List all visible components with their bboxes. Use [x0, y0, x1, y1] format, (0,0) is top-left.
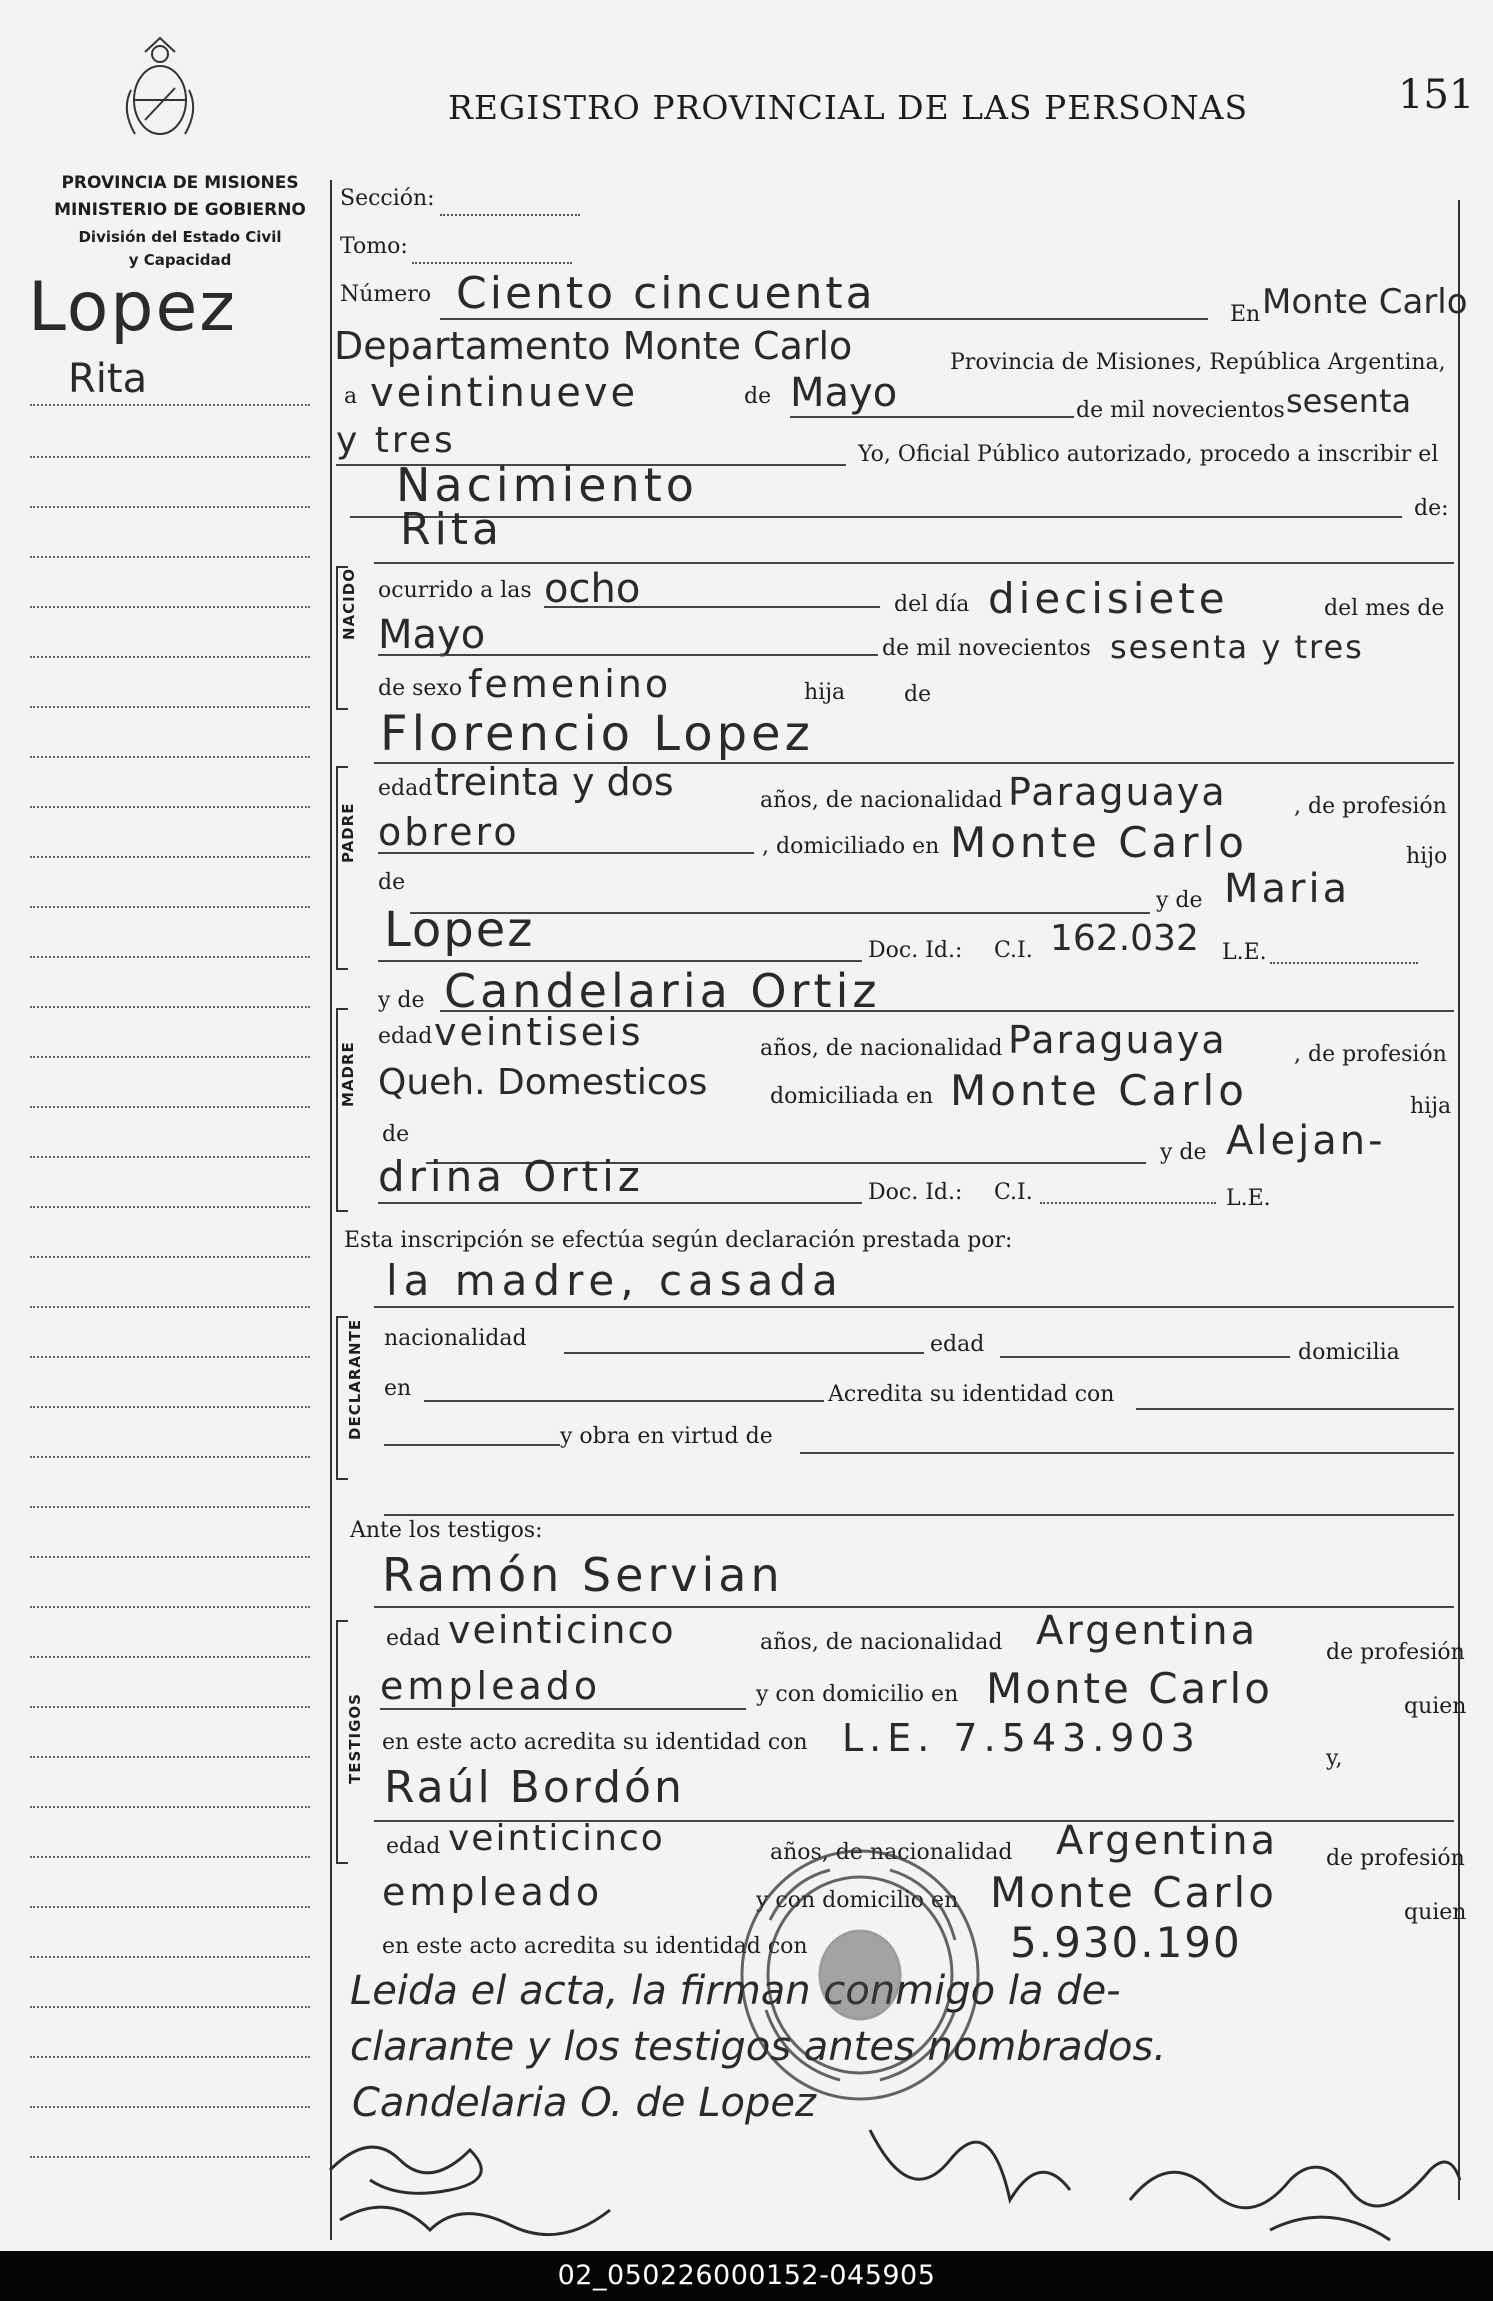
de-colon: de:	[1414, 496, 1449, 521]
declarante-extra-line	[384, 1514, 1454, 1516]
madre-side-label: MADRE	[339, 1041, 357, 1107]
madre-y-de-label: y de	[378, 988, 425, 1013]
page-number: 151	[1398, 72, 1475, 118]
nacido-month-value: Mayo	[378, 612, 486, 658]
seccion-label: Sección:	[340, 186, 435, 211]
margin-ruled-line	[30, 856, 310, 858]
closing-line-1: Leida el acta, la firman conmigo la de-	[350, 1968, 1121, 2014]
numero-line	[440, 318, 1208, 320]
margin-ruled-line	[30, 1306, 310, 1308]
margin-ruled-line	[30, 1006, 310, 1008]
ante-label: Ante los testigos:	[350, 1518, 543, 1543]
page-title: REGISTRO PROVINCIAL DE LAS PERSONAS	[448, 88, 1249, 127]
padre-edad-label: edad	[378, 776, 433, 801]
acto-value: Nacimiento	[396, 458, 698, 512]
declarante-nac-line	[564, 1352, 924, 1354]
padre-side-label: PADRE	[339, 802, 357, 863]
madre-dom-label: domiciliada en	[770, 1084, 934, 1109]
sexo-label: de sexo	[378, 676, 463, 701]
declarante-edad-label: edad	[930, 1332, 985, 1357]
padre-prof-label: , de profesión	[1294, 794, 1447, 819]
nacido-mil-label: de mil novecientos	[882, 636, 1091, 661]
madre-de-label: de	[382, 1122, 410, 1147]
margin-ruled-line	[30, 2056, 310, 2058]
witness1-nac-label: años, de nacionalidad	[760, 1630, 1003, 1655]
nacido-day-value: diecisiete	[988, 574, 1229, 623]
margin-divider	[330, 180, 332, 2240]
margin-given-name: Rita	[68, 356, 148, 402]
hour-value: ocho	[544, 566, 641, 612]
seccion-line	[440, 214, 580, 216]
witness2-prof-label: de profesión	[1326, 1846, 1465, 1871]
padre-de-label: de	[378, 870, 406, 895]
madre-nac-value: Paraguaya	[1008, 1018, 1227, 1062]
year-value-2: y tres	[336, 420, 456, 461]
margin-ruled-line	[30, 1356, 310, 1358]
padre-mother-value-1: Maria	[1224, 866, 1351, 912]
margin-ruled-line	[30, 1706, 310, 1708]
witness1-prof-line	[380, 1708, 746, 1710]
witness1-dom-value: Monte Carlo	[986, 1664, 1273, 1713]
witness2-acredita-label: en este acto acredita su identidad con	[382, 1934, 808, 1959]
madre-edad-value: veintiseis	[434, 1010, 644, 1054]
padre-doc-label: Doc. Id.:	[868, 938, 963, 963]
declaracion-line	[374, 1306, 1454, 1308]
declaracion-value: la madre, casada	[386, 1256, 844, 1305]
declarante-edad-line	[1000, 1356, 1290, 1358]
margin-ruled-line	[30, 1206, 310, 1208]
provincia-text: Provincia de Misiones, República Argentina,	[950, 350, 1446, 375]
nacido-name-line	[374, 562, 1454, 564]
tomo-line	[412, 262, 572, 264]
nacido-month-line	[378, 654, 878, 656]
witness1-edad-value: veinticinco	[448, 1608, 676, 1652]
witness2-doc-value: 5.930.190	[1010, 1918, 1242, 1967]
tomo-label: Tomo:	[340, 234, 408, 259]
madre-dom-value: Monte Carlo	[950, 1066, 1248, 1115]
hija-label: hija	[804, 680, 846, 705]
nacido-name-value: Rita	[400, 504, 504, 555]
closing-line-2: clarante y los testigos antes nombrados.	[350, 2024, 1167, 2070]
margin-ruled-line	[30, 1456, 310, 1458]
hour-line	[544, 606, 880, 608]
padre-le-label: L.E.	[1222, 940, 1267, 965]
margin-ruled-line	[30, 906, 310, 908]
padre-hijo-label: hijo	[1406, 844, 1448, 869]
madre-mother-line	[378, 1202, 862, 1204]
padre-y-de-label: y de	[1156, 888, 1203, 913]
witness2-quien-label: quien	[1404, 1900, 1467, 1925]
nacido-de-label: de	[904, 682, 932, 707]
margin-ruled-line	[30, 2156, 310, 2158]
image-id-footer: 02_050226000152-045905	[0, 2251, 1493, 2301]
madre-prof-label: , de profesión	[1294, 1042, 1447, 1067]
madre-y-de2-label: y de	[1160, 1140, 1207, 1165]
madre-mother-value-2: drina Ortiz	[378, 1152, 644, 1201]
official-seal-stamp	[730, 1840, 990, 2110]
dia-label: del día	[894, 592, 970, 617]
margin-ruled-line	[30, 606, 310, 608]
margin-ruled-line	[30, 1506, 310, 1508]
declarante-blank-line	[384, 1444, 560, 1446]
margin-ruled-line	[30, 1906, 310, 1908]
margin-ruled-line	[30, 956, 310, 958]
margin-ruled-line	[30, 656, 310, 658]
margin-ruled-line	[30, 1256, 310, 1258]
witness1-acredita-label: en este acto acredita su identidad con	[382, 1730, 808, 1755]
margin-ruled-line	[30, 1156, 310, 1158]
margin-ruled-line	[30, 1406, 310, 1408]
nacido-side-label: NACIDO	[340, 568, 358, 640]
month-line	[790, 416, 1074, 418]
witness1-name: Ramón Servian	[382, 1548, 784, 1602]
mother-signature: Candelaria O. de Lopez	[352, 2080, 816, 2126]
year-value-1: sesenta	[1286, 382, 1412, 420]
agency-block	[40, 170, 320, 269]
margin-ruled-line	[30, 1756, 310, 1758]
witness2-name: Raúl Bordón	[384, 1762, 685, 1813]
coat-of-arms-emblem	[115, 30, 205, 150]
declarante-acredita-label: Acredita su identidad con	[828, 1382, 1115, 1407]
ocurrido-label: ocurrido a las	[378, 578, 532, 603]
witness2-prof-value: empleado	[382, 1870, 604, 1914]
padre-edad-value: treinta y dos	[434, 760, 674, 804]
mil-label: de mil novecientos	[1076, 398, 1285, 423]
numero-value: Ciento cincuenta	[456, 268, 876, 319]
acto-line	[350, 516, 1402, 518]
declaracion-label: Esta inscripción se efectúa según declaración prestada por:	[344, 1228, 1013, 1253]
witness2-dom-value: Monte Carlo	[990, 1868, 1277, 1917]
margin-ruled-line	[30, 2006, 310, 2008]
padre-ci-value: 162.032	[1050, 918, 1199, 959]
padre-ci-label: C.I.	[994, 938, 1033, 963]
witness2-nac-value: Argentina	[1056, 1818, 1279, 1864]
numero-label: Número	[340, 282, 432, 307]
margin-ruled-line	[30, 1856, 310, 1858]
margin-ruled-line	[30, 706, 310, 708]
padre-prof-value: obrero	[378, 810, 520, 854]
en-label: En	[1230, 302, 1261, 327]
padre-mother-value-2: Lopez	[384, 902, 535, 958]
day-value: veintinueve	[370, 370, 639, 416]
margin-rule	[30, 404, 310, 406]
margin-ruled-line	[30, 1056, 310, 1058]
madre-name-value: Candelaria Ortiz	[444, 964, 881, 1018]
margin-ruled-line	[30, 1806, 310, 1808]
witness1-y-label: y,	[1326, 1746, 1343, 1771]
madre-nac-label: años, de nacionalidad	[760, 1036, 1003, 1061]
madre-ci-line	[1040, 1202, 1216, 1204]
departamento-value: Departamento Monte Carlo	[334, 324, 853, 368]
padre-bracket	[336, 766, 348, 970]
witness1-dom-label: y con domicilio en	[756, 1682, 959, 1707]
witness1-quien-label: quien	[1404, 1694, 1467, 1719]
margin-ruled-line	[30, 756, 310, 758]
padre-le-line	[1270, 962, 1418, 964]
declarante-obra-line	[800, 1452, 1454, 1454]
witness2-dom-label: y con domicilio en	[756, 1888, 959, 1913]
declarante-side-label: DECLARANTE	[346, 1318, 364, 1440]
margin-ruled-line	[30, 1606, 310, 1608]
padre-name-value: Florencio Lopez	[380, 706, 814, 762]
margin-surname: Lopez	[28, 268, 237, 347]
padre-prof-line	[378, 852, 754, 854]
witness1-prof-label: de profesión	[1326, 1640, 1465, 1665]
testigos-side-label: TESTIGOS	[346, 1693, 364, 1784]
declarante-en-label: en	[384, 1376, 412, 1401]
de-label: de	[744, 384, 772, 409]
madre-le-label: L.E.	[1226, 1186, 1271, 1211]
agency-line-capacity: y Capacidad	[128, 251, 232, 269]
declarante-acredita-line	[1136, 1408, 1454, 1410]
signature-scribbles	[310, 2090, 1470, 2250]
padre-dom-label: , domiciliado en	[762, 834, 940, 859]
margin-ruled-line	[30, 556, 310, 558]
padre-nac-value: Paraguaya	[1008, 770, 1227, 814]
month-value: Mayo	[790, 370, 898, 416]
padre-mother-line	[378, 960, 862, 962]
mes-label: del mes de	[1324, 596, 1445, 621]
madre-prof-value: Queh. Domesticos	[378, 1062, 708, 1103]
witness1-prof-value: empleado	[380, 1664, 602, 1708]
madre-hija-label: hija	[1410, 1094, 1452, 1119]
declarante-nac-label: nacionalidad	[384, 1326, 527, 1351]
agency-line-division: División del Estado Civil	[78, 228, 282, 246]
agency-line-province: PROVINCIA DE MISIONES	[61, 173, 299, 193]
declarante-obra-label: y obra en virtud de	[560, 1424, 773, 1449]
margin-ruled-line	[30, 1656, 310, 1658]
declarante-en-line	[424, 1400, 824, 1402]
witness1-doc-value: L.E. 7.543.903	[842, 1716, 1201, 1760]
padre-dom-value: Monte Carlo	[950, 818, 1248, 867]
margin-ruled-line	[30, 806, 310, 808]
madre-mother-value-1: Alejan-	[1226, 1118, 1386, 1164]
nacido-year-value: sesenta y tres	[1110, 628, 1364, 666]
declarante-dom-label: domicilia	[1298, 1340, 1400, 1365]
witness1-edad-label: edad	[386, 1626, 441, 1651]
margin-ruled-line	[30, 456, 310, 458]
witness2-edad-value: veinticinco	[448, 1818, 665, 1859]
margin-ruled-line	[30, 2106, 310, 2108]
witness1-nac-value: Argentina	[1036, 1608, 1259, 1654]
sexo-value: femenino	[468, 662, 672, 706]
padre-nac-label: años, de nacionalidad	[760, 788, 1003, 813]
madre-doc-label: Doc. Id.:	[868, 1180, 963, 1205]
margin-ruled-line	[30, 1956, 310, 1958]
agency-line-ministry: MINISTERIO DE GOBIERNO	[54, 200, 306, 220]
a-label: a	[344, 384, 358, 409]
witness2-edad-label: edad	[386, 1834, 441, 1859]
margin-ruled-line	[30, 1106, 310, 1108]
madre-bracket	[336, 1008, 348, 1212]
madre-edad-label: edad	[378, 1024, 433, 1049]
yo-text: Yo, Oficial Público autorizado, procedo a inscribir el	[858, 442, 1439, 467]
margin-ruled-line	[30, 506, 310, 508]
madre-ci-label: C.I.	[994, 1180, 1033, 1205]
margin-ruled-line	[30, 1556, 310, 1558]
en-value: Monte Carlo	[1262, 282, 1468, 322]
witness2-nac-label: años, de nacionalidad	[770, 1840, 1013, 1865]
